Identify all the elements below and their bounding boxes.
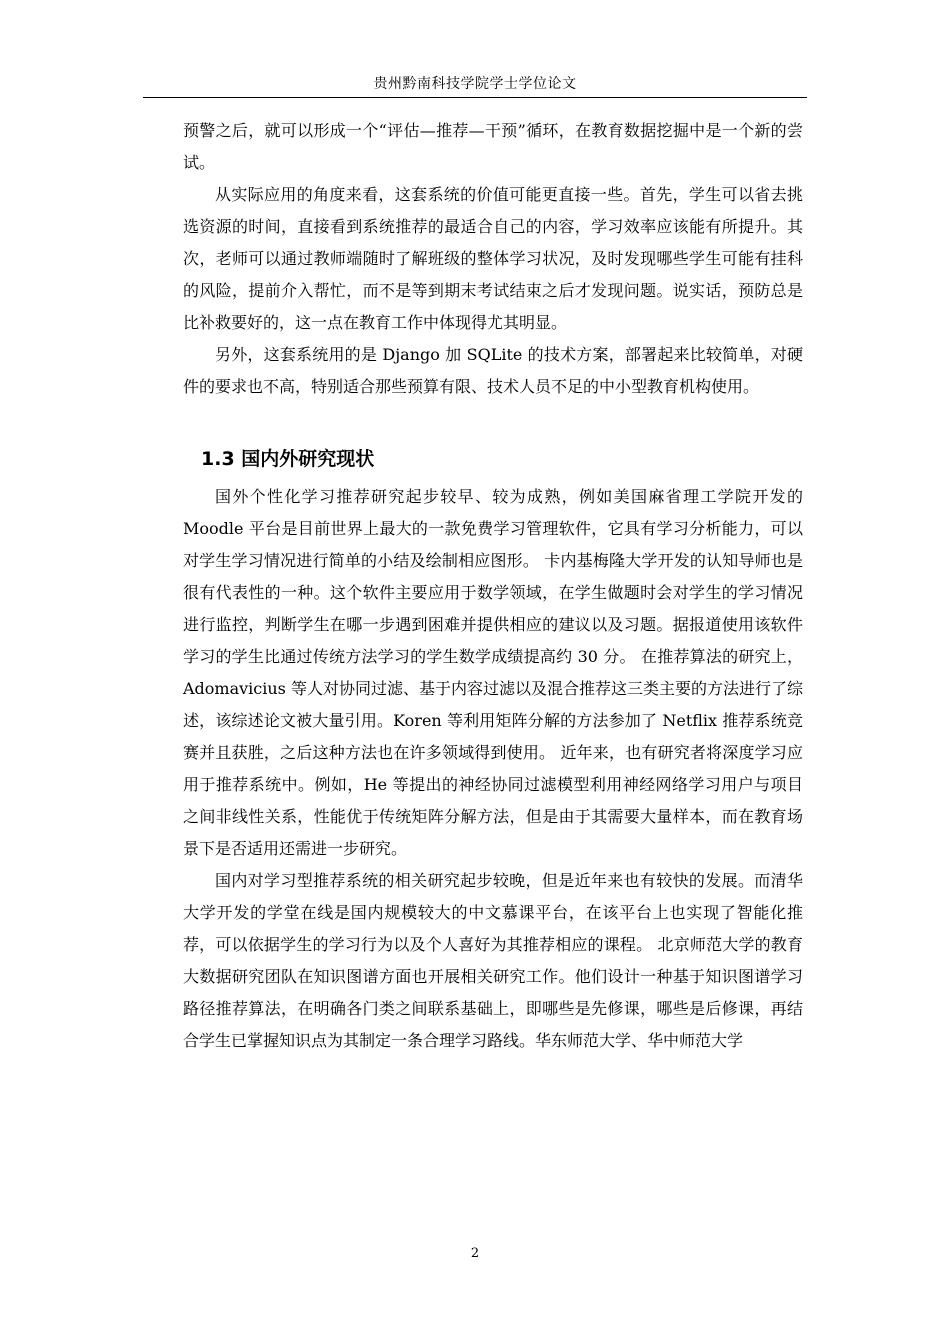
paragraph-domestic-research: 国内对学习型推荐系统的相关研究起步较晚，但是近年来也有较快的发展。而清华大学开发的学堂在线是国内规模较大的中文慕课平台，在该平台上也实现了智能化推荐，可以依据学生的学习行为以及个人喜好为其推荐相应的课程。 北京师范大学的教育大数据研究团队在知识图谱方面也开展相关研究工作。他们设计一种基于知识图谱学习路径推荐算法，在明确各门类之间联系基础上，即哪些是先修课，哪些是后修课，再结合学生已掌握知识点为其制定一条合理学习路线。华东师范大学、华中师范大学 [183,871,803,1050]
paragraph-foreign-research: 国外个性化学习推荐研究起步较早、较为成熟，例如美国麻省理工学院开发的 Moodle 平台是目前世界上最大的一款免费学习管理软件，它具有学习分析能力，可以对学生学习情况进行简单的小结及绘制相应图形。 卡内基梅隆大学开发的认知导师也是很有代表性的一种。这个软件主要应用于数学领域，在学生做题时会对学生的学习情况进行监控，判断学生在哪一步遇到困难并提供相应的建议以及习题。据报道使用该软件学习的学生比通过传统方法学习的学生数学成绩提高约 30 分。 在推荐算法的研究上，Adomavicius 等人对协同过滤、基于内容过滤以及混合推荐这三类主要的方法进行了综述，该综述论文被大量引用。Koren 等利用矩阵分解的方法参加了 Netflix 推荐系统竞赛并且获胜，之后这种方法也在许多领域得到使用。 近年来，也有研究者将深度学习应用于推荐系统中。例如，He 等提出的神经协同过滤模型利用神经网络学习用户与项目之间非线性关系，性能优于传统矩阵分解方法，但是由于其需要大量样本，而在教育场景下是否适用还需进一步研究。 [183,487,803,858]
paragraph-deployment: 另外，这套系统用的是 Django 加 SQLite 的技术方案，部署起来比较简单，对硬件的要求也不高，特别适合那些预算有限、技术人员不足的中小型教育机构使用。 [183,345,803,396]
paragraph-application-value: 从实际应用的角度来看，这套系统的价值可能更直接一些。首先，学生可以省去挑选资源的时间，直接看到系统推荐的最适合自己的内容，学习效率应该能有所提升。其次，老师可以通过教师端随时了解班级的整体学习状况，及时发现哪些学生可能有挂科的风险，提前介入帮忙，而不是等到期末考试结束之后才发现问题。说实话，预防总是比补救要好的，这一点在教育工作中体现得尤其明显。 [183,185,803,332]
header-divider [143,97,807,98]
page-number: 2 [470,1246,480,1261]
section-heading: 1.3 国内外研究现状 [201,448,375,470]
paragraph-continued: 预警之后，就可以形成一个“评估—推荐—干预”循环，在教育数据挖掘中是一个新的尝试。 [183,121,803,172]
page-body [183,115,803,1057]
running-header: 贵州黔南科技学院学士学位论文 [373,76,577,92]
